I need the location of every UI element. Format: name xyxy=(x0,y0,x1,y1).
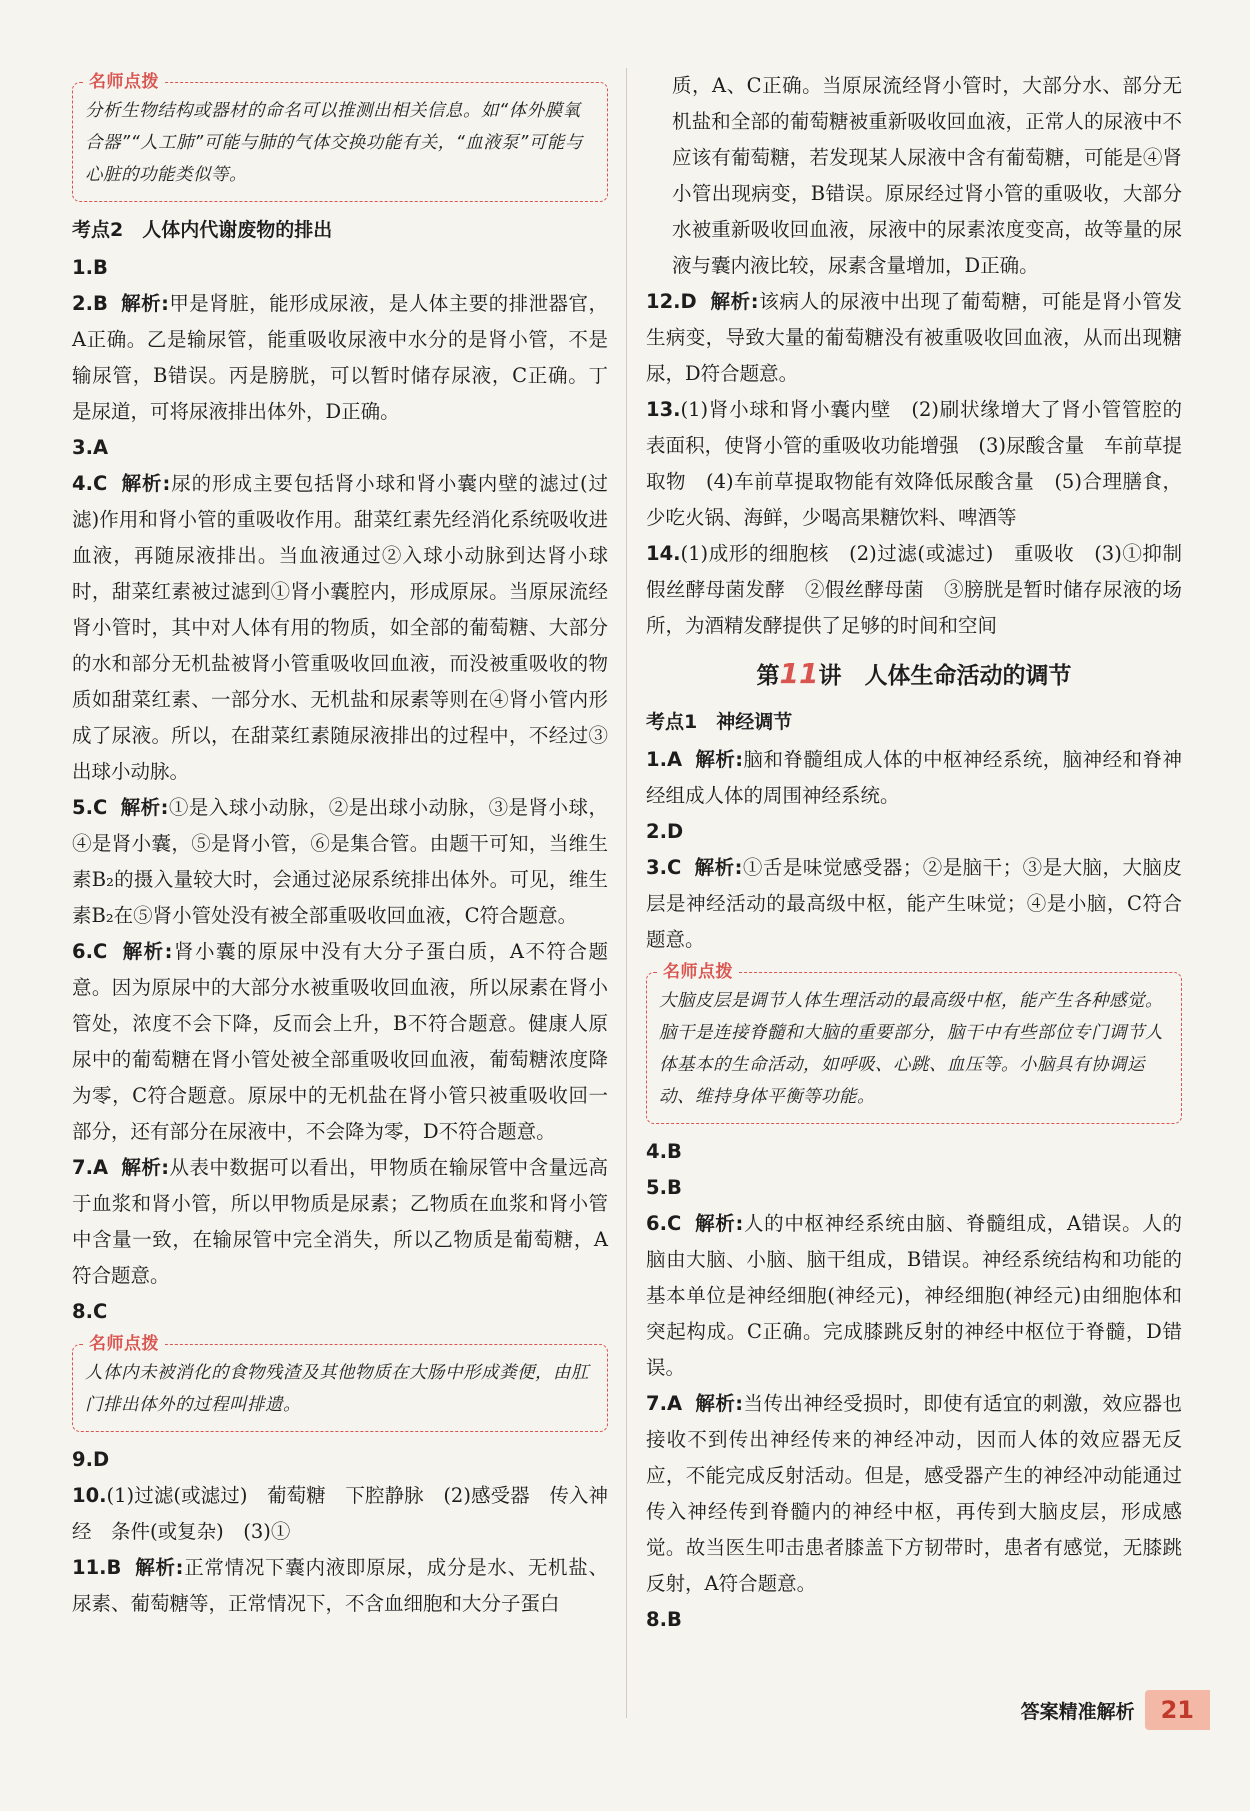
page-number: 21 xyxy=(1145,1690,1210,1730)
answer-item: 10.(1)过滤(或滤过) 葡萄糖 下腔静脉 (2)感受器 传入神经 条件(或复杂) (3)① xyxy=(72,1484,608,1543)
tip-title: 名师点拨 xyxy=(657,961,739,983)
answer-item: 4.C 解析:尿的形成主要包括肾小球和肾小囊内壁的滤过(过滤)作用和肾小管的重吸收作用。甜菜红素先经消化系统吸收进血液，再随尿液排出。当血液通过②入球小动脉到达肾小球时，甜菜红素被过滤到①肾小囊腔内，形成原尿。当原尿流经肾小管时，其中对人体有用的物质，如全部的葡萄糖、大部分的水和部分无机盐被肾小管重吸收回血液，而没被重吸收的物质如甜菜红素、一部分水、无机盐和尿素等则在④肾小管内形成了尿液。所以，在甜菜红素随尿液排出的过程中，不经过③出球小动脉。 xyxy=(72,472,608,783)
answer-item: 1.B xyxy=(72,256,108,279)
tip-text: 人体内未被消化的食物残渣及其他物质在大肠中形成粪便，由肛门排出体外的过程叫排遗。 xyxy=(85,1363,589,1415)
answer-item: 13.(1)肾小球和肾小囊内壁 (2)刷状缘增大了肾小管管腔的表面积，使肾小管的重吸收功能增强 (3)尿酸含量 车前草提取物 (4)车前草提取物能有效降低尿酸含量 (5)合理膳食，少吃火锅、海鲜，少喝高果糖饮料、啤酒等 xyxy=(646,398,1182,529)
teacher-tip-box xyxy=(646,962,1182,1124)
tip-title: 名师点拨 xyxy=(83,1333,165,1355)
answer-item: 3.C 解析:①舌是味觉感受器；②是脑干；③是大脑，大脑皮层是神经活动的最高级中枢，能产生味觉；④是小脑，C符合题意。 xyxy=(646,856,1182,951)
column-divider xyxy=(626,68,627,1718)
right-column xyxy=(646,68,1182,1638)
answer-item: 2.D xyxy=(646,820,684,843)
teacher-tip-box xyxy=(72,1334,608,1432)
section-heading: 考点1 神经调节 xyxy=(646,711,793,733)
answer-item: 5.B xyxy=(646,1176,682,1199)
answer-item: 8.B xyxy=(646,1608,682,1631)
left-column xyxy=(72,68,608,1622)
answer-item: 6.C 解析:肾小囊的原尿中没有大分子蛋白质，A不符合题意。因为原尿中的大部分水被重吸收回血液，所以尿素在肾小管处，浓度不会下降，反而会上升，B不符合题意。健康人原尿中的葡萄糖在肾小管处被全部重吸收回血液，葡萄糖浓度降为零，C符合题意。原尿中的无机盐在肾小管只被重吸收回一部分，还有部分在尿液中，不会降为零，D不符合题意。 xyxy=(72,940,608,1143)
tip-text: 分析生物结构或器材的命名可以推测出相关信息。如“体外膜氧合器”“人工肺”可能与肺的气体交换功能有关，“血液泵”可能与心脏的功能类似等。 xyxy=(85,101,583,185)
answer-item: 6.C 解析:人的中枢神经系统由脑、脊髓组成，A错误。人的脑由大脑、小脑、脑干组成，B错误。神经系统结构和功能的基本单位是神经细胞(神经元)，神经细胞(神经元)由细胞体和突起构成。C正确。完成膝跳反射的神经中枢位于脊髓，D错误。 xyxy=(646,1212,1182,1379)
answer-item: 5.C 解析:①是入球小动脉，②是出球小动脉，③是肾小球，④是肾小囊，⑤是肾小管，⑥是集合管。由题干可知，当维生素B₂的摄入量较大时，会通过泌尿系统排出体外。可见，维生素B₂在⑤肾小管处没有被全部重吸收回血液，C符合题意。 xyxy=(72,796,608,927)
answer-item: 7.A 解析:从表中数据可以看出，甲物质在输尿管中含量远高于血浆和肾小管，所以甲物质是尿素；乙物质在血浆和肾小管中含量一致，在输尿管中完全消失，所以乙物质是葡萄糖，A符合题意。 xyxy=(72,1156,608,1287)
answer-item: 4.B xyxy=(646,1140,682,1163)
answer-item: 12.D 解析:该病人的尿液中出现了葡萄糖，可能是肾小管发生病变，导致大量的葡萄糖没有被重吸收回血液，从而出现糖尿，D符合题意。 xyxy=(646,290,1182,385)
answer-continuation: 质，A、C正确。当原尿流经肾小管时，大部分水、部分无机盐和全部的葡萄糖被重新吸收回血液，正常人的尿液中不应该有葡萄糖，若发现某人尿液中含有葡萄糖，可能是④肾小管出现病变，B错误。原尿经过肾小管的重吸收，大部分水被重新吸收回血液，尿液中的尿素浓度变高，故等量的尿液与囊内液比较，尿素含量增加，D正确。 xyxy=(672,74,1182,277)
answer-item: 9.D xyxy=(72,1448,110,1471)
answer-item: 1.A 解析:脑和脊髓组成人体的中枢神经系统，脑神经和脊神经组成人体的周围神经系统。 xyxy=(646,748,1182,807)
lecture-number: 11 xyxy=(779,657,819,690)
tip-text: 大脑皮层是调节人体生理活动的最高级中枢，能产生各种感觉。脑干是连接脊髓和大脑的重要部分，脑干中有些部位专门调节人体基本的生命活动，如呼吸、心跳、血压等。小脑具有协调运动、维持身体平衡等功能。 xyxy=(659,991,1163,1107)
answer-item: 11.B 解析:正常情况下囊内液即原尿，成分是水、无机盐、尿素、葡萄糖等，正常情况下，不含血细胞和大分子蛋白 xyxy=(72,1556,608,1615)
section-heading: 考点2 人体内代谢废物的排出 xyxy=(72,219,333,241)
answer-item: 14.(1)成形的细胞核 (2)过滤(或滤过) 重吸收 (3)①抑制假丝酵母菌发酵 ②假丝酵母菌 ③膀胱是暂时储存尿液的场所，为酒精发酵提供了足够的时间和空间 xyxy=(646,542,1182,637)
answer-item: 8.C xyxy=(72,1300,108,1323)
tip-title: 名师点拨 xyxy=(83,71,165,93)
teacher-tip-box xyxy=(72,72,608,202)
answer-item: 7.A 解析:当传出神经受损时，即使有适宜的刺激，效应器也接收不到传出神经传来的神经冲动，因而人体的效应器无反应，不能完成反射活动。但是，感受器产生的神经冲动能通过传入神经传到脊髓内的神经中枢，再传到大脑皮层，形成感觉。故当医生叩击患者膝盖下方韧带时，患者有感觉，无膝跳反射，A符合题意。 xyxy=(646,1392,1182,1595)
answer-item: 3.A xyxy=(72,436,109,459)
page-footer xyxy=(1021,1690,1210,1730)
answer-item: 2.B 解析:甲是肾脏，能形成尿液，是人体主要的排泄器官，A正确。乙是输尿管，能重吸收尿液中水分的是肾小管，不是输尿管，B错误。丙是膀胱，可以暂时储存尿液，C正确。丁是尿道，可将尿液排出体外，D正确。 xyxy=(72,292,608,423)
lecture-title: 第11讲 人体生命活动的调节 xyxy=(756,657,1072,690)
footer-title: 答案精准解析 xyxy=(1020,1700,1135,1723)
